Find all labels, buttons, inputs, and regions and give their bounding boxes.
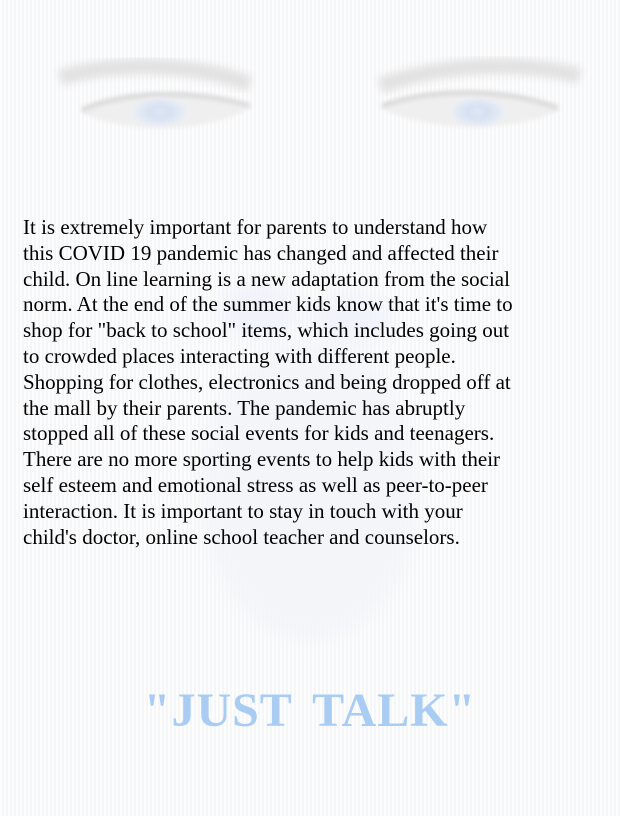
eyes-background-image [0, 0, 620, 230]
just-talk-heading: "JUST TALK" [143, 684, 477, 737]
body-paragraph: It is extremely important for parents to understand how this COVID 19 pandemic has changed and affected their child. On line learning is a new adaptation from the social norm. At the end of the summer kids know that it's time to shop for "back to school" items, which includes going out to crowded places interacting with different people. Shopping for clothes, electronics and being dropped off at the mall by their parents. The pandemic has abruptly stopped all of these social events for kids and teenagers. There are no more sporting events to help kids with their self esteem and emotional stress as well as peer-to-peer interaction. It is important to stay in touch with your child's doctor, online school teacher and counselors. [23, 215, 513, 549]
